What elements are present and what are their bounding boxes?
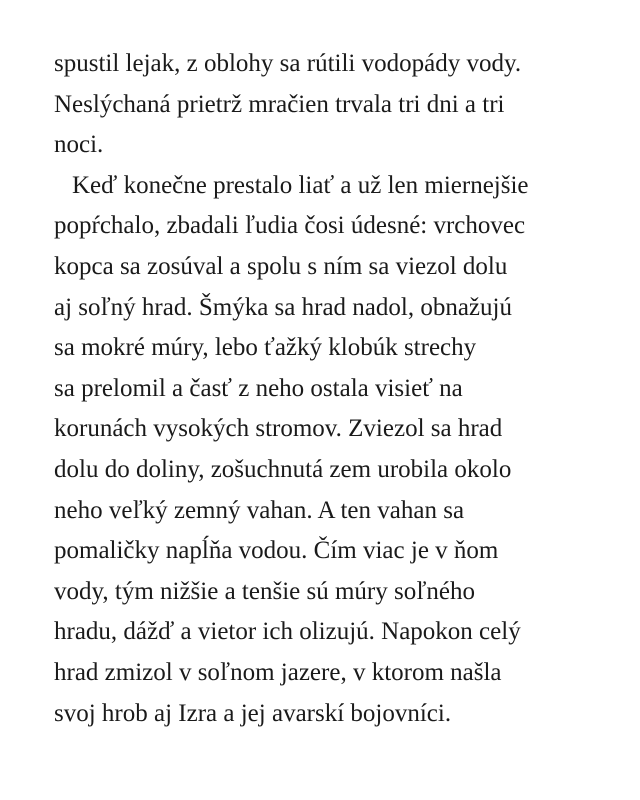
text-line: kopca sa zosúval a spolu s ním sa viezol dolu [54, 252, 508, 280]
text-line: svoj hrob aj Izra a jej avarskí bojovníci. [54, 699, 452, 727]
text-line: hrad zmizol v soľnom jazere, v ktorom našla [54, 658, 502, 686]
text-line: hradu, dážď a vietor ich olizujú. Napokon celý [54, 618, 521, 646]
text-line: sa mokré múry, lebo ťažký klobúk strechy [54, 334, 477, 362]
paragraph [54, 166, 600, 734]
text-line: aj soľný hrad. Šmýka sa hrad nadol, obnažujú [54, 293, 512, 321]
paragraph [54, 44, 600, 166]
text-line: korunách vysokých stromov. Zviezol sa hrad [54, 415, 503, 443]
text-line: sa prelomil a časť z neho ostala visieť na [54, 374, 463, 402]
text-line: pomaličky napĺňa vodou. Čím viac je v ňom [54, 537, 499, 565]
text-line: dolu do doliny, zošuchnutá zem urobila okolo [54, 455, 512, 483]
text-line: Keď konečne prestalo liať a už len miernejšie [72, 171, 529, 199]
text-line: spustil lejak, z oblohy sa rútili vodopády vody. [54, 50, 522, 77]
text-line: noci. [54, 131, 104, 159]
text-line: neho veľký zemný vahan. A ten vahan sa [54, 496, 465, 524]
text-line: vody, tým nižšie a tenšie sú múry soľného [54, 577, 475, 605]
text-line: Neslýchaná prietrž mračien trvala tri dni a tri [54, 90, 505, 118]
text-line: popŕchalo, zbadali ľudia čosi údesné: vrchovec [54, 212, 526, 240]
